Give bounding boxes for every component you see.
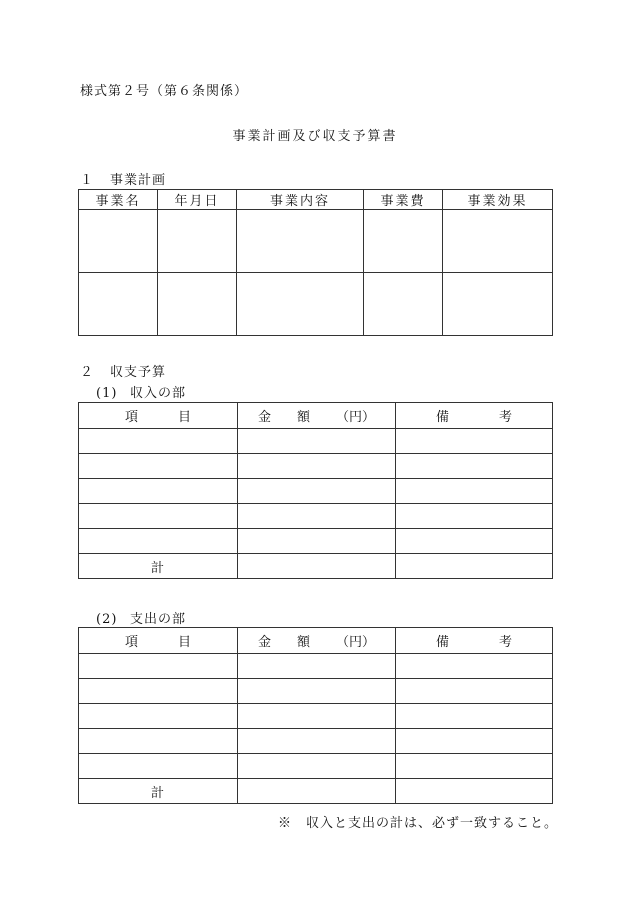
table-header-row [79, 628, 553, 654]
expense-title: 支出の部 [130, 612, 187, 627]
table-cell[interactable] [79, 529, 238, 554]
section-1-heading [80, 169, 166, 188]
footnote: ※ 収入と支出の計は、必ず一致すること。 [277, 816, 558, 831]
table-cell[interactable] [237, 273, 364, 336]
table-row [79, 479, 553, 504]
table-cell[interactable] [79, 754, 238, 779]
total-label: 計 [79, 779, 238, 804]
total-label: 計 [79, 554, 238, 579]
column-header-remarks: 備 考 [396, 403, 553, 429]
table-row [79, 729, 553, 754]
document-title: 事業計画及び収支予算書 [232, 129, 398, 144]
table-cell[interactable] [79, 273, 158, 336]
section-2-title: 収支予算 [110, 365, 167, 380]
column-header-business-effect: 事業効果 [443, 190, 553, 210]
table-cell[interactable] [238, 554, 396, 579]
table-cell[interactable] [79, 479, 238, 504]
table-cell[interactable] [364, 273, 443, 336]
expense-number: (2) [96, 612, 118, 627]
column-header-business-content: 事業内容 [237, 190, 364, 210]
total-row [79, 779, 553, 804]
column-header-remarks: 備 考 [396, 628, 553, 654]
table-cell[interactable] [238, 429, 396, 454]
table-row [79, 504, 553, 529]
table-cell[interactable] [238, 504, 396, 529]
column-header-amount: 金 額 （円） [238, 628, 396, 654]
table-cell[interactable] [396, 554, 553, 579]
total-row [79, 554, 553, 579]
table-header-row [79, 190, 553, 210]
expense-heading [96, 608, 186, 627]
table-cell[interactable] [396, 729, 553, 754]
table-cell[interactable] [79, 454, 238, 479]
section-1-number: １ [80, 173, 95, 188]
table-cell[interactable] [396, 504, 553, 529]
table-cell[interactable] [238, 654, 396, 679]
table-cell[interactable] [364, 210, 443, 273]
column-header-business-cost: 事業費 [364, 190, 443, 210]
table-cell[interactable] [79, 654, 238, 679]
section-2-number: ２ [80, 365, 95, 380]
income-table [78, 402, 553, 579]
table-cell[interactable] [238, 679, 396, 704]
table-cell[interactable] [158, 210, 237, 273]
table-cell[interactable] [396, 529, 553, 554]
table-cell[interactable] [396, 429, 553, 454]
section-2-heading [80, 361, 166, 380]
table-cell[interactable] [396, 454, 553, 479]
table-cell[interactable] [79, 704, 238, 729]
form-number: 様式第２号（第６条関係） [80, 84, 249, 99]
table-cell[interactable] [79, 210, 158, 273]
table-cell[interactable] [238, 704, 396, 729]
table-cell[interactable] [158, 273, 237, 336]
table-cell[interactable] [443, 210, 553, 273]
column-header-item: 項 目 [79, 628, 238, 654]
table-cell[interactable] [79, 504, 238, 529]
table-cell[interactable] [443, 273, 553, 336]
table-row [79, 529, 553, 554]
table-cell[interactable] [396, 679, 553, 704]
table-cell[interactable] [237, 210, 364, 273]
income-title: 収入の部 [130, 386, 187, 401]
table-cell[interactable] [396, 779, 553, 804]
table-row [79, 754, 553, 779]
table-row [79, 704, 553, 729]
table-cell[interactable] [238, 754, 396, 779]
column-header-amount: 金 額 （円） [238, 403, 396, 429]
table-cell[interactable] [238, 479, 396, 504]
table-cell[interactable] [238, 779, 396, 804]
income-number: (1) [96, 386, 118, 401]
table-cell[interactable] [238, 454, 396, 479]
table-row [79, 429, 553, 454]
section-1-title: 事業計画 [110, 173, 167, 188]
table-row [79, 654, 553, 679]
income-heading [96, 382, 186, 401]
table-row [79, 273, 553, 336]
column-header-item: 項 目 [79, 403, 238, 429]
table-cell[interactable] [396, 479, 553, 504]
table-row [79, 454, 553, 479]
table-cell[interactable] [238, 529, 396, 554]
table-row [79, 210, 553, 273]
column-header-business-name: 事業名 [79, 190, 158, 210]
business-plan-table [78, 189, 553, 336]
expense-table [78, 627, 553, 804]
table-cell[interactable] [238, 729, 396, 754]
table-row [79, 679, 553, 704]
table-cell[interactable] [396, 654, 553, 679]
table-cell[interactable] [396, 754, 553, 779]
table-cell[interactable] [79, 429, 238, 454]
table-cell[interactable] [79, 729, 238, 754]
table-header-row [79, 403, 553, 429]
table-cell[interactable] [396, 704, 553, 729]
table-cell[interactable] [79, 679, 238, 704]
column-header-date: 年月日 [158, 190, 237, 210]
